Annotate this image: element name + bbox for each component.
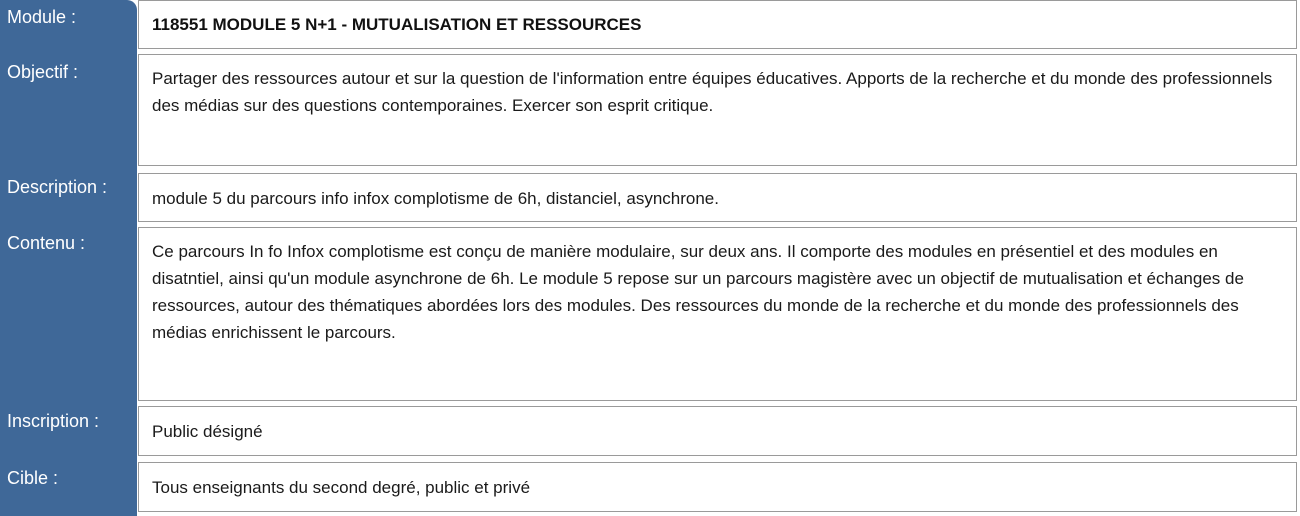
inscription-label: Inscription : xyxy=(7,411,100,431)
module-label: Module : xyxy=(7,7,77,27)
cible-label: Cible : xyxy=(7,468,59,488)
contenu-text: Ce parcours In fo Infox complotisme est conçu de manière modulaire, sur deux ans. Il comporte des modules en présentiel et des modules en disatntiel, ainsi qu'un module asynchrone de 6h. Le module 5 repose sur un parcours magistère avec un objectif de mutualisation et échanges de ressources, autour des thématiques abordées lors des modules. Des ressources du monde de la recherche et du monde des professionnels des médias enrichissent le parcours. xyxy=(152,242,1244,342)
inscription-text: Public désigné xyxy=(152,422,263,441)
description-label: Description : xyxy=(7,177,108,197)
objectif-text: Partager des ressources autour et sur la question de l'information entre équipes éducatives. Apports de la recherche et du monde des professionnels des médias sur des questions contemporaines. Exercer son esprit critique. xyxy=(152,69,1273,115)
module-text: 118551 MODULE 5 N+1 - MUTUALISATION ET RESSOURCES xyxy=(152,15,642,34)
cible-text: Tous enseignants du second degré, public et privé xyxy=(152,478,531,497)
inscription-value xyxy=(138,406,1297,456)
contenu-label: Contenu : xyxy=(7,233,86,253)
contenu-value xyxy=(138,227,1297,401)
description-text: module 5 du parcours info infox complotisme de 6h, distanciel, asynchrone. xyxy=(152,189,719,208)
cible-value xyxy=(138,462,1297,512)
objectif-value xyxy=(138,54,1297,166)
objectif-label: Objectif : xyxy=(7,62,79,82)
description-value xyxy=(138,173,1297,222)
module-value xyxy=(138,0,1297,49)
